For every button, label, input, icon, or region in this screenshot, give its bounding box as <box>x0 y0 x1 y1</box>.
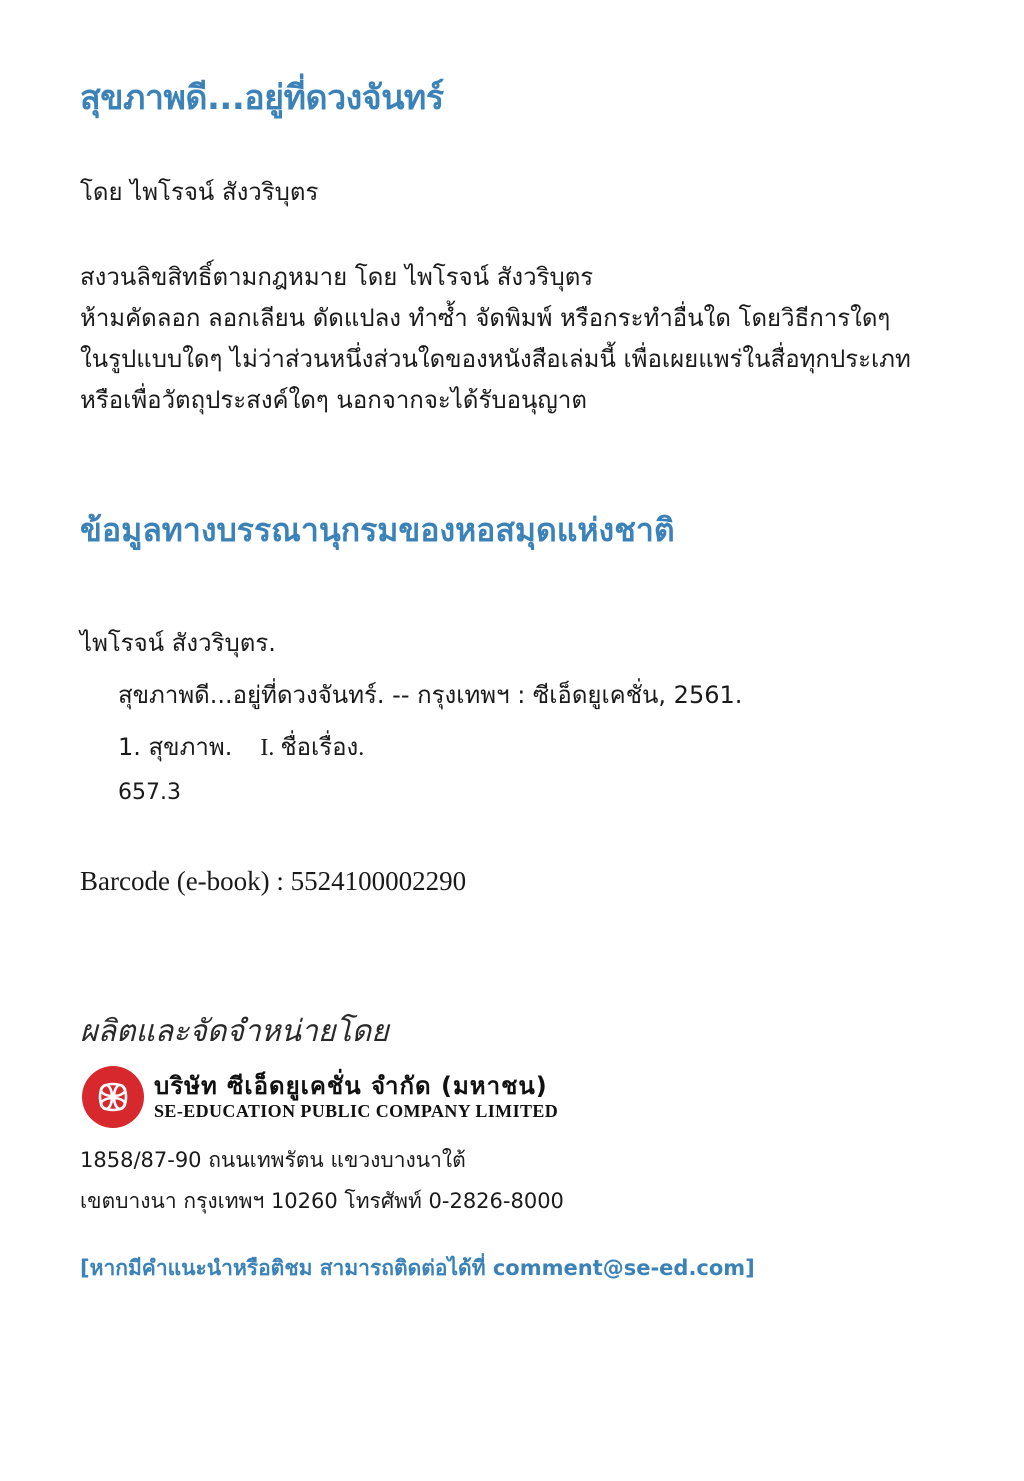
address-line: เขตบางนา กรุงเทพฯ 10260 โทรศัพท์ 0-2826-8000 <box>80 1189 564 1213</box>
company-name-thai: บริษัท ซีเอ็ดยูเคชั่น จำกัด (มหาชน) <box>154 1072 548 1100</box>
se-ed-knot-icon <box>93 1077 133 1117</box>
cip-subjects <box>118 727 364 766</box>
cip-heading: ข้อมูลทางบรรณานุกรมของหอสมุดแห่งชาติ <box>80 511 675 549</box>
book-title: สุขภาพดี...อยู่ที่ดวงจันทร์ <box>80 78 444 118</box>
copyright-line: สงวนลิขสิทธิ์ตามกฎหมาย โดย ไพโรจน์ สังวริบุตร <box>80 263 594 291</box>
copyright-notice <box>80 257 911 421</box>
author-line: โดย ไพโรจน์ สังวริบุตร <box>80 178 319 206</box>
address-line: 1858/87-90 ถนนเทพรัตน แขวงบางนาใต้ <box>80 1148 466 1172</box>
copyright-line: ในรูปแบบใดๆ ไม่ว่าส่วนหนึ่งส่วนใดของหนังสือเล่มนี้ เพื่อเผยแพร่ในสื่อทุกประเภท <box>80 345 911 373</box>
company-name-english: SE-EDUCATION PUBLIC COMPANY LIMITED <box>154 1101 559 1121</box>
cip-classification: 657.3 <box>118 780 181 805</box>
feedback-contact: [หากมีคำแนะนำหรือติชม สามารถติดต่อได้ที่ comment@se-ed.com] <box>80 1256 755 1280</box>
cip-entry: สุขภาพดี...อยู่ที่ดวงจันทร์. -- กรุงเทพฯ : ซีเอ็ดยูเคชั่น, 2561. <box>118 681 743 709</box>
cip-author: ไพโรจน์ สังวริบุตร. <box>80 629 276 657</box>
cip-subject-title: I. ชื่อเรื่อง. <box>260 735 365 761</box>
producer-label: ผลิตและจัดจำหน่ายโดย <box>80 1014 389 1049</box>
copyright-line: ห้ามคัดลอก ลอกเลียน ดัดแปลง ทำซ้ำ จัดพิมพ์ หรือกระทำอื่นใด โดยวิธีการใดๆ <box>80 304 891 332</box>
barcode-line: Barcode (e-book) : 5524100002290 <box>80 866 467 896</box>
copyright-line: หรือเพื่อวัตถุประสงค์ใดๆ นอกจากจะได้รับอนุญาต <box>80 386 587 414</box>
cip-subject: 1. สุขภาพ. <box>118 733 233 761</box>
se-ed-logo <box>82 1066 144 1128</box>
